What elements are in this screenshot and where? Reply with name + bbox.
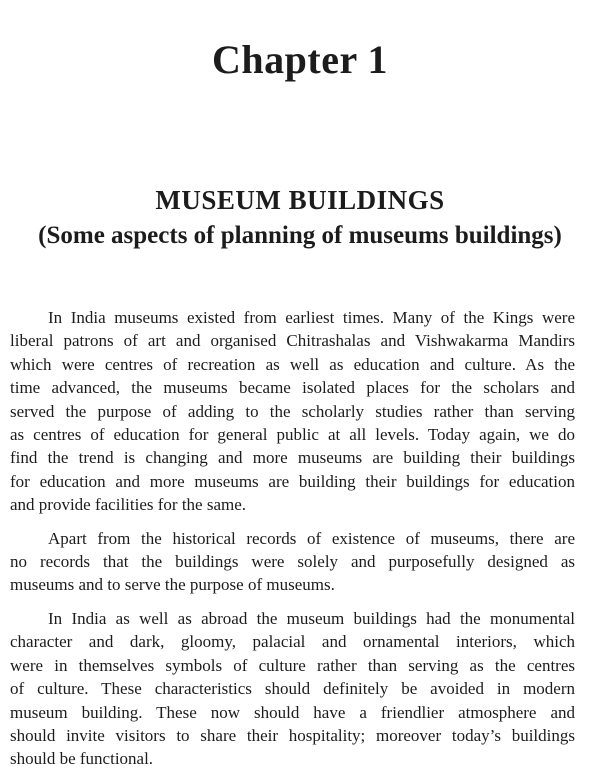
- text-line: should invite visitors to share their hospitality; moreover today’s buildings: [10, 725, 575, 745]
- paragraph: [10, 527, 575, 597]
- text-line: should be functional.: [10, 749, 154, 769]
- text-line: liberal patrons of art and organised Chitrashalas and Vishwakarma Mandirs: [10, 331, 575, 351]
- section-subtitle: (Some aspects of planning of museums buildings): [38, 222, 562, 249]
- chapter-title: Chapter 1: [212, 37, 388, 82]
- body-text: [0, 306, 600, 771]
- text-line: were in themselves symbols of culture rather than serving as the centres: [10, 655, 575, 675]
- text-line: find the trend is changing and more museums are building their buildings: [10, 448, 575, 468]
- text-line: time advanced, the museums became isolated places for the scholars and: [10, 378, 575, 398]
- text-line: for education and more museums are building their buildings for education: [10, 471, 575, 491]
- text-line: In India museums existed from earliest times. Many of the Kings were: [48, 308, 575, 327]
- text-line: as centres of education for general public at all levels. Today again, we do: [10, 425, 575, 445]
- text-line: and provide facilities for the same.: [10, 495, 247, 515]
- text-line: which were centres of recreation as well as education and culture. As the: [10, 354, 575, 374]
- text-line: served the purpose of adding to the scholarly studies rather than serving: [10, 401, 575, 421]
- text-line: museums and to serve the purpose of museums.: [10, 575, 335, 595]
- text-line: no records that the buildings were solely and purposefully designed as: [10, 552, 575, 572]
- text-line: museum building. These now should have a friendlier atmosphere and: [10, 702, 575, 722]
- section-heading: [0, 183, 600, 253]
- text-line: In India as well as abroad the museum buildings had the monumental: [48, 608, 575, 628]
- text-line: character and dark, gloomy, palacial and ornamental interiors, which: [10, 632, 575, 652]
- section-title: MUSEUM BUILDINGS: [155, 185, 445, 215]
- text-line: Apart from the historical records of existence of museums, there are: [48, 528, 575, 548]
- text-line: of culture. These characteristics should definitely be avoided in modern: [10, 679, 575, 699]
- paragraph: [10, 306, 575, 517]
- paragraph: [10, 607, 575, 771]
